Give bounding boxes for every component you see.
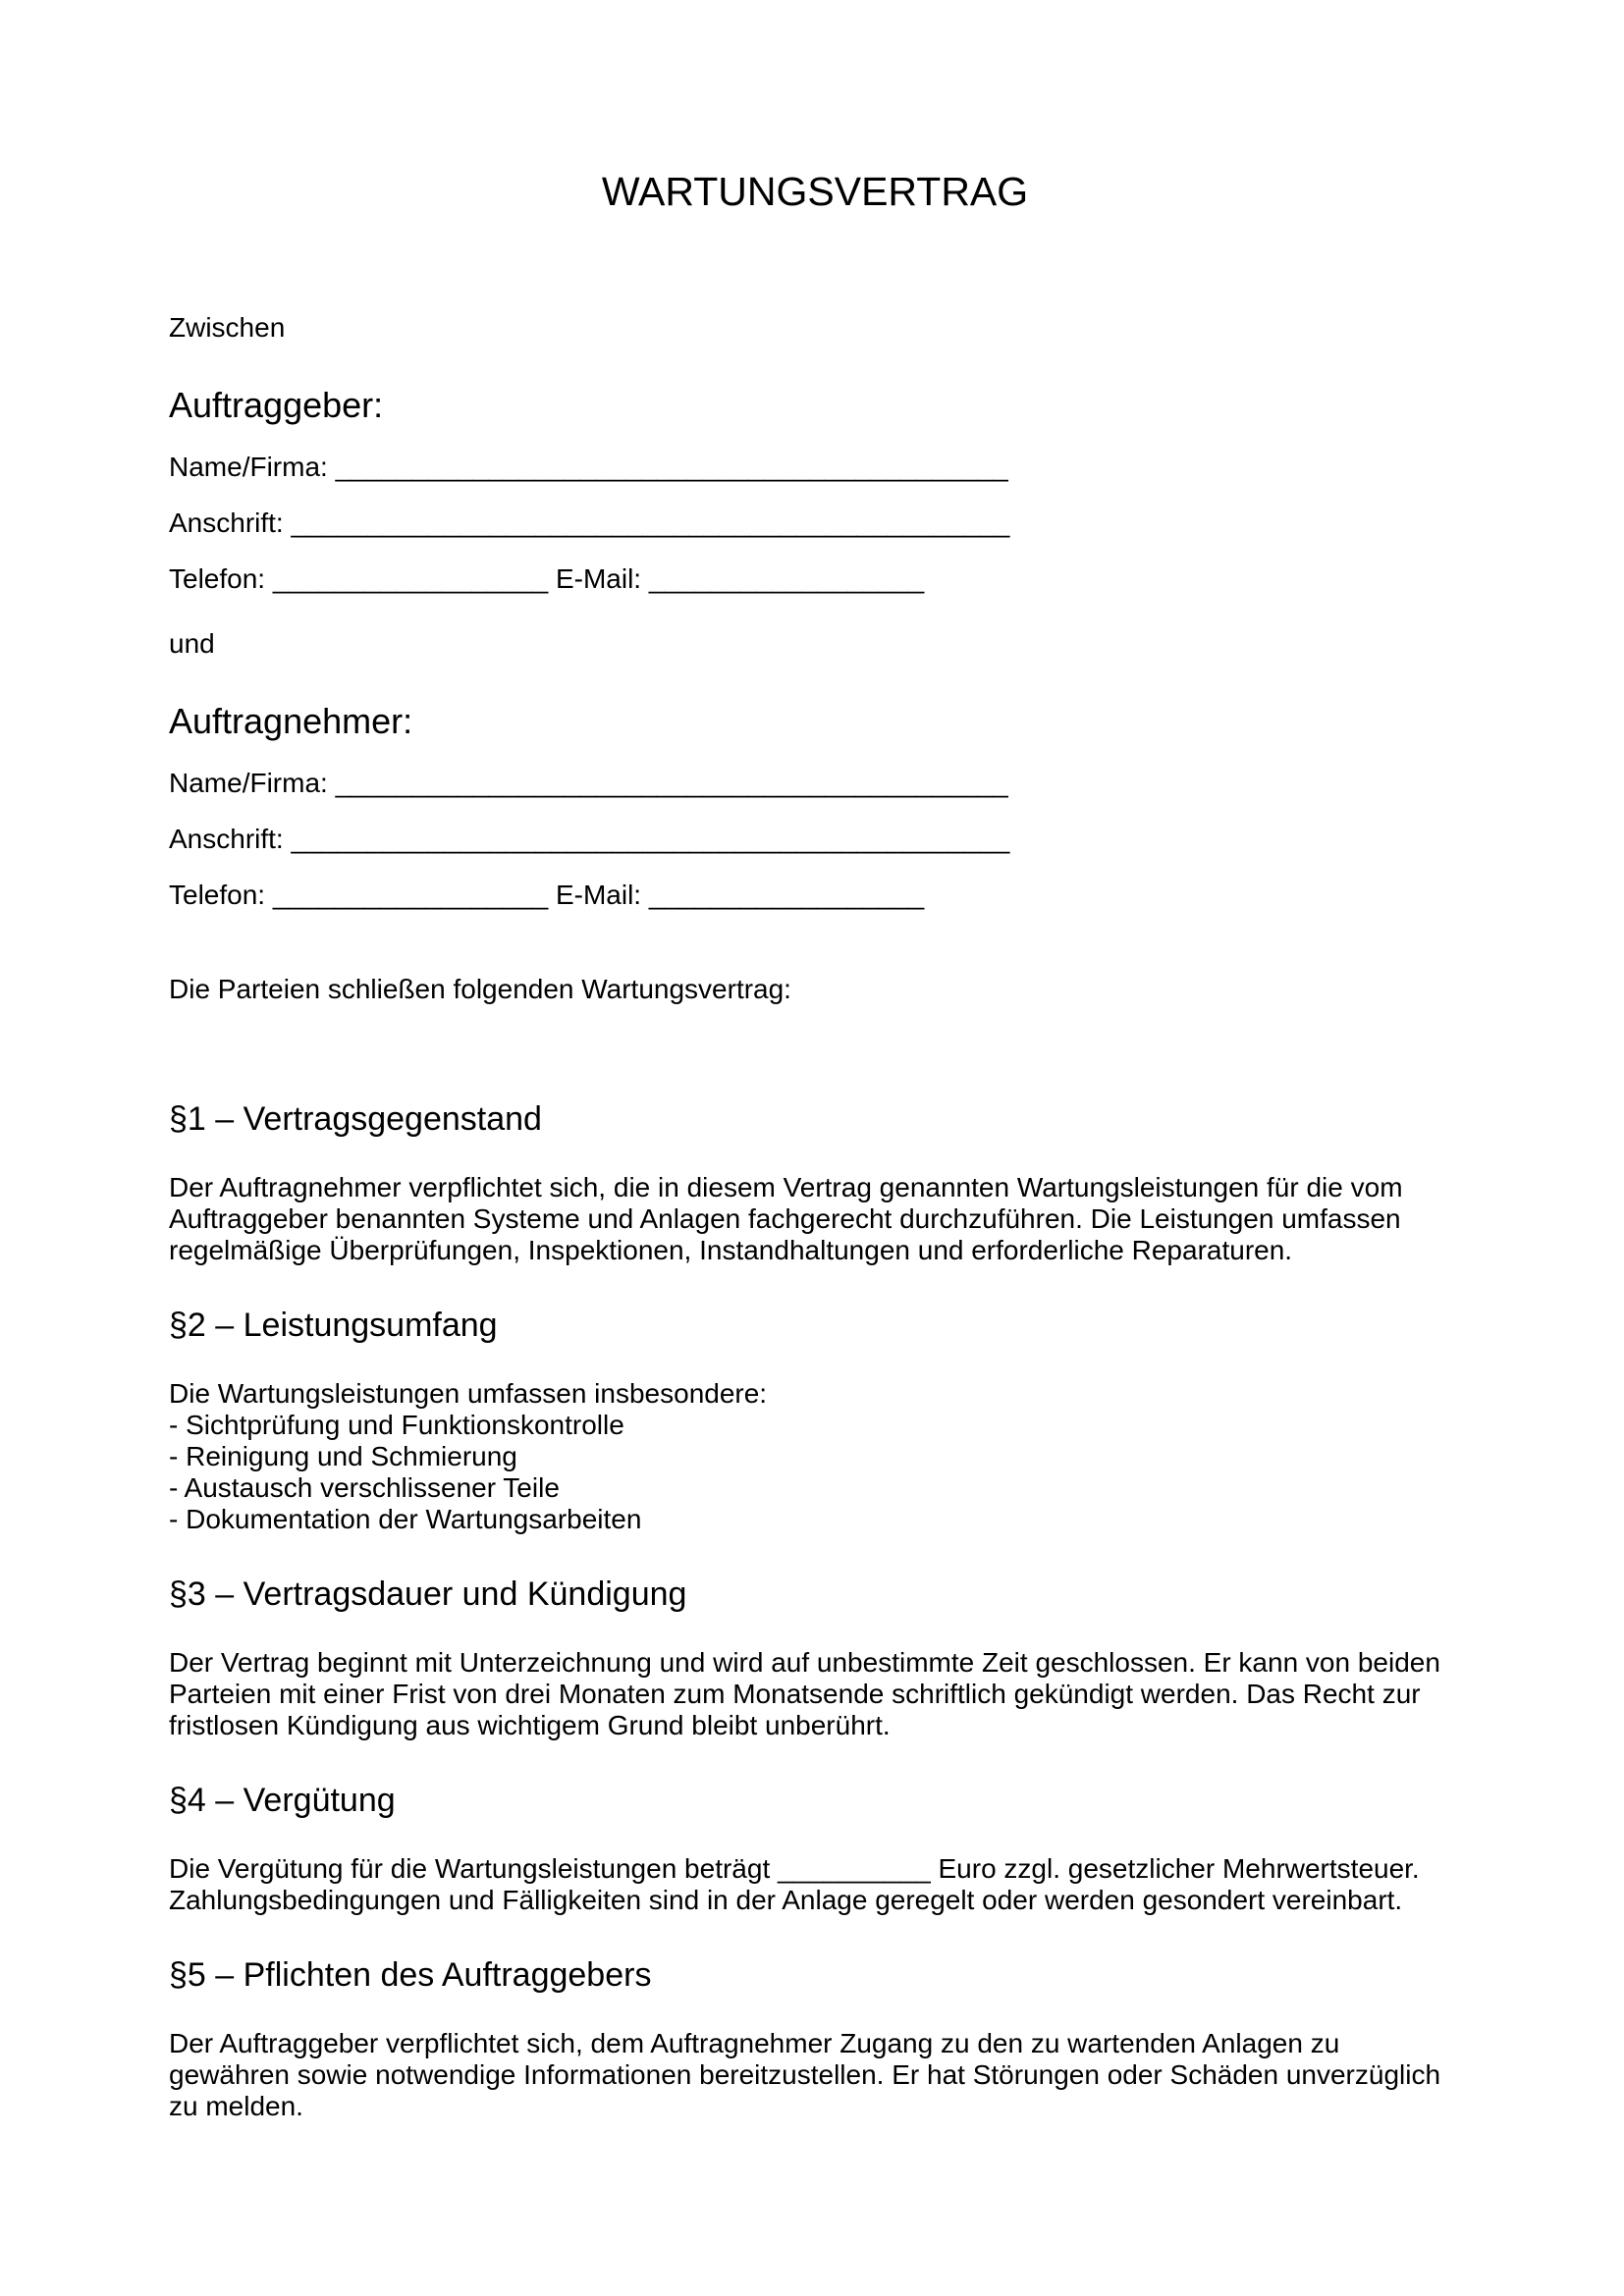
client-phone-blank-line[interactable]: __________________ [272, 563, 549, 594]
section-4 [169, 1781, 1461, 1916]
section-5 [169, 1955, 1461, 2122]
section-4-body: Die Vergütung für die Wartungsleistungen beträgt __________ Euro zzgl. gesetzlicher Mehrwertsteuer. Zahlungsbedingungen und Fälligkeiten sind in der Anlage geregelt oder werden gesondert vereinbart. [169, 1853, 1420, 1915]
section-3 [169, 1575, 1461, 1741]
service-list-item: - Dokumentation der Wartungsarbeiten [169, 1504, 642, 1534]
client-phone-email-row [169, 563, 1461, 595]
contractor-name-label: Name/Firma: [169, 768, 328, 798]
client-email-label: E-Mail: [555, 563, 642, 594]
contractor-name-row [169, 768, 1461, 799]
contractor-phone-label: Telefon: [169, 880, 266, 910]
contractor-email-label: E-Mail: [555, 880, 642, 910]
section-3-heading: §3 – Vertragsdauer und Kündigung [169, 1575, 687, 1613]
contractor-address-blank-line[interactable]: _______________________________________________ [291, 824, 1010, 854]
section-1-body: Der Auftragnehmer verpflichtet sich, die in diesem Vertrag genannten Wartungsleistungen für die vom Auftraggeber benannten Systeme und Anlagen fachgerecht durchzuführen. Die Leistungen umfassen regelmäßige Überprüfungen, Inspektionen, Instandhaltungen und erforderliche Reparaturen. [169, 1172, 1403, 1265]
service-list-intro: Die Wartungsleistungen umfassen insbesondere: [169, 1378, 768, 1409]
section-2 [169, 1306, 1461, 1535]
client-name-label: Name/Firma: [169, 452, 328, 482]
section-1 [169, 1099, 1461, 1266]
contractor-heading: Auftragnehmer: [169, 701, 413, 741]
section-5-body: Der Auftraggeber verpflichtet sich, dem Auftragnehmer Zugang zu den zu wartenden Anlagen zu gewähren sowie notwendige Informationen bereitzustellen. Er hat Störungen oder Schäden unverzüglich zu melden. [169, 2028, 1441, 2121]
client-heading: Auftraggeber: [169, 385, 384, 425]
client-name-row [169, 452, 1461, 483]
document-title: WARTUNGSVERTRAG [601, 169, 1029, 214]
service-list-item: - Sichtprüfung und Funktionskontrolle [169, 1410, 624, 1440]
client-name-blank-line[interactable]: ____________________________________________ [335, 452, 1008, 482]
section-2-heading: §2 – Leistungsumfang [169, 1307, 498, 1344]
preamble-text: Die Parteien schließen folgenden Wartungsvertrag: [169, 974, 791, 1004]
section-4-heading: §4 – Vergütung [169, 1782, 396, 1819]
contractor-address-label: Anschrift: [169, 824, 284, 854]
section-5-heading: §5 – Pflichten des Auftraggebers [169, 1956, 652, 1994]
client-phone-label: Telefon: [169, 563, 266, 594]
contractor-address-row [169, 824, 1461, 855]
and-text: und [169, 628, 215, 659]
between-text: Zwischen [169, 312, 286, 343]
client-address-blank-line[interactable]: _______________________________________________ [291, 507, 1010, 538]
contractor-phone-email-row [169, 880, 1461, 911]
section-1-heading: §1 – Vertragsgegenstand [169, 1100, 542, 1138]
client-address-row [169, 507, 1461, 539]
section-3-body: Der Vertrag beginnt mit Unterzeichnung und wird auf unbestimmte Zeit geschlossen. Er kann von beiden Parteien mit einer Frist von drei Monaten zum Monatsende schriftlich gekündigt werden. Das Recht zur fristlosen Kündigung aus wichtigem Grund bleibt unberührt. [169, 1647, 1440, 1740]
contractor-email-blank-line[interactable]: __________________ [648, 880, 925, 910]
client-address-label: Anschrift: [169, 507, 284, 538]
service-list-item: - Austausch verschlissener Teile [169, 1472, 560, 1503]
client-email-blank-line[interactable]: __________________ [648, 563, 925, 594]
contractor-name-blank-line[interactable]: ____________________________________________ [335, 768, 1008, 798]
service-list-item: - Reinigung und Schmierung [169, 1441, 517, 1471]
contractor-phone-blank-line[interactable]: __________________ [272, 880, 549, 910]
